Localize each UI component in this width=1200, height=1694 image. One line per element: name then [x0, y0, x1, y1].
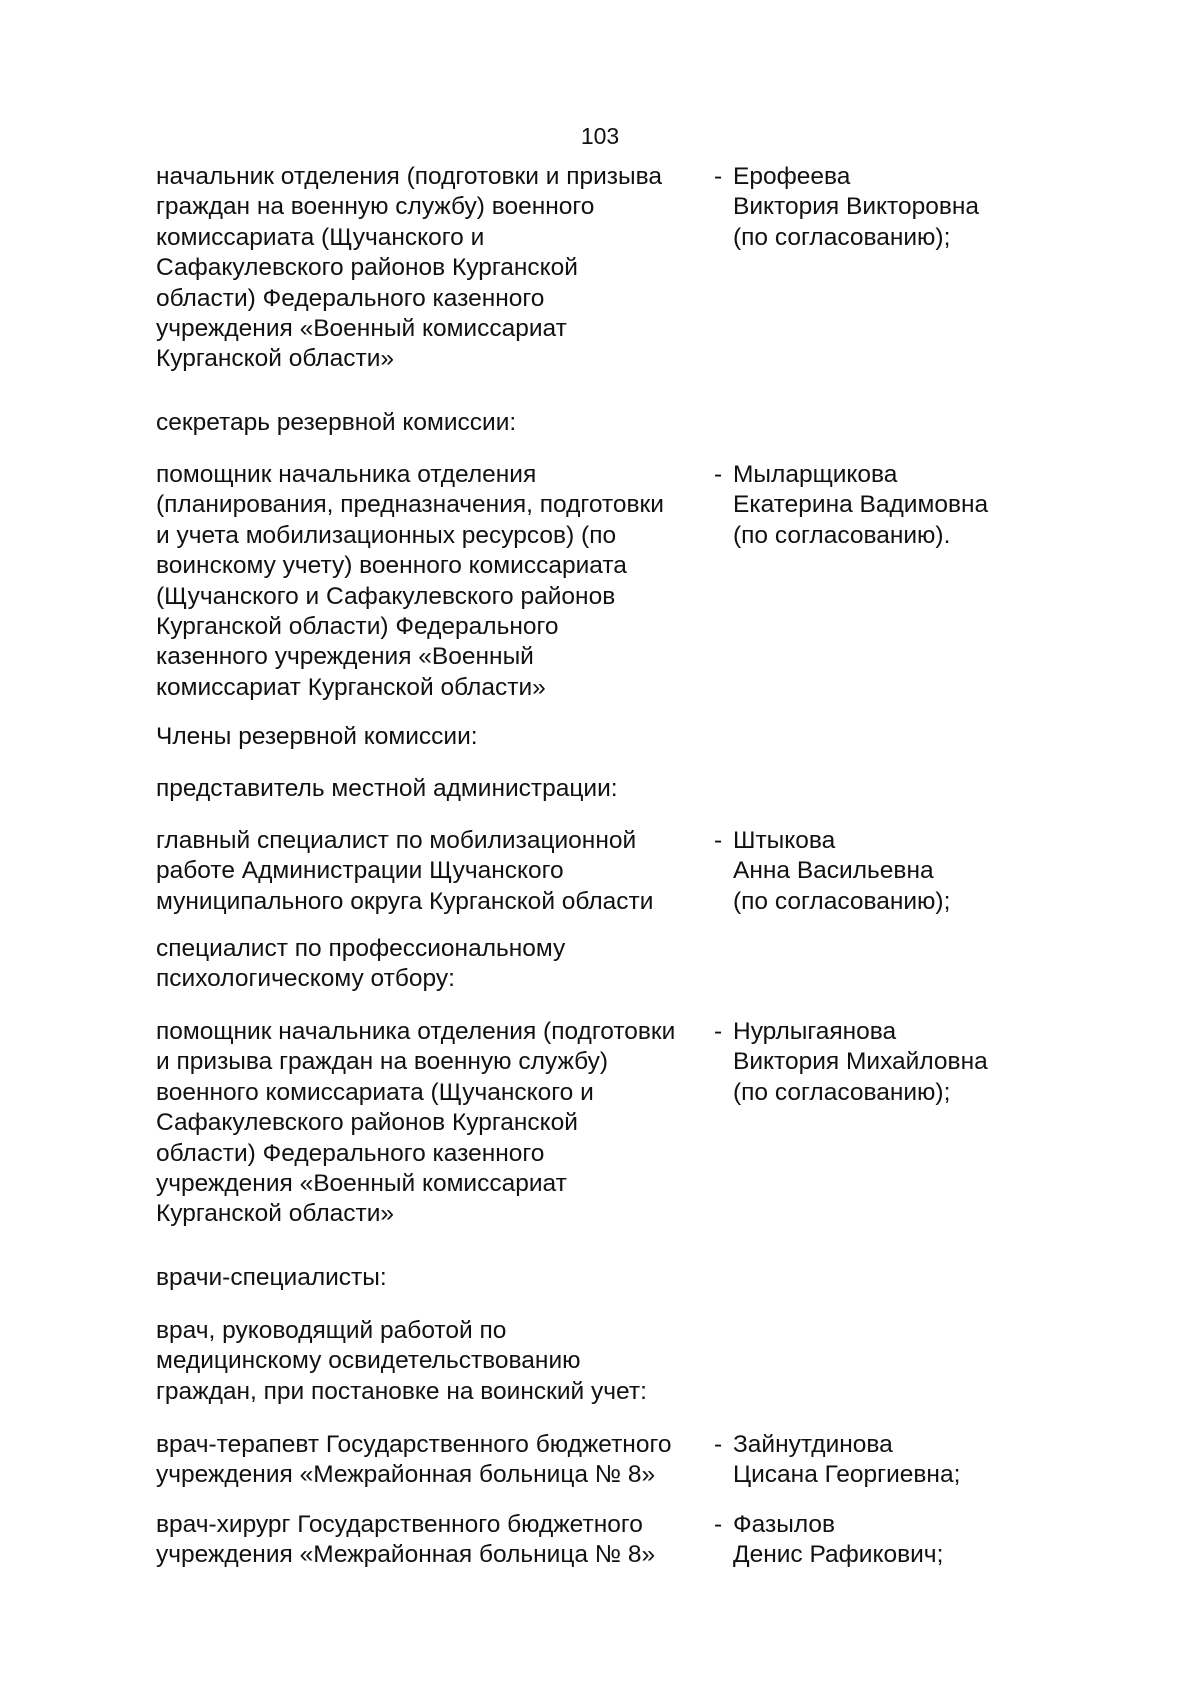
person-name: Нурлыгаянова Виктория Михайловна (по согласованию); [733, 1018, 988, 1106]
dash: - [714, 163, 723, 190]
member-entry [156, 1017, 1156, 1231]
dash: - [714, 827, 723, 854]
dash: - [714, 1018, 723, 1045]
person-name: Зайнутдинова Цисана Георгиевна; [733, 1431, 961, 1489]
position-text: главный специалист по мобилизационной работе Администрации Щучанского муниципального округа Курганской области [156, 827, 654, 915]
position-text: помощник начальника отделения (планирования, предназначения, подготовки и учета мобилизационных ресурсов) (по воинскому учету) военного комиссариата (Щучанского и Сафакулевского районов Курганской области) Федерального казенного учреждения «Военный комиссариат Курганской области» [156, 461, 664, 701]
heading-lead-doctor: врач, руководящий работой по медицинскому освидетельствованию граждан, при постановке на воинский учет: [156, 1317, 647, 1405]
heading-members: Члены резервной комиссии: [156, 723, 478, 750]
position-text: начальник отделения (подготовки и призыва граждан на военную службу) военного комиссариата (Щучанского и Сафакулевского районов Курганской области) Федерального казенного учреждения «Военный комиссариат Курганской области» [156, 163, 662, 373]
member-entry [156, 1430, 1156, 1492]
heading-local-admin: представитель местной администрации: [156, 775, 618, 802]
dash: - [714, 1431, 723, 1458]
person-name: Фазылов Денис Рафикович; [733, 1511, 944, 1569]
page-number: 103 [580, 123, 620, 149]
person-name: Ерофеева Виктория Викторовна (по согласованию); [733, 163, 979, 251]
member-entry [156, 162, 1156, 376]
member-entry [156, 826, 1156, 918]
person-name: Штыкова Анна Васильевна (по согласованию); [733, 827, 951, 915]
heading-psych: специалист по профессиональному психологическому отбору: [156, 935, 566, 993]
dash: - [714, 1511, 723, 1538]
position-text: врач-хирург Государственного бюджетного учреждения «Межрайонная больница № 8» [156, 1511, 656, 1569]
dash: - [714, 461, 723, 488]
person-name: Мыларщикова Екатерина Вадимовна (по согласованию). [733, 461, 989, 549]
position-text: врач-терапевт Государственного бюджетного учреждения «Межрайонная больница № 8» [156, 1431, 672, 1489]
member-entry [156, 460, 1156, 704]
position-text: помощник начальника отделения (подготовки и призыва граждан на военную службу) военного комиссариата (Щучанского и Сафакулевского районов Курганской области) Федерального казенного учреждения «Военный комиссариат Курганской области» [156, 1018, 676, 1228]
heading-secretary: секретарь резервной комиссии: [156, 409, 517, 436]
heading-doctors: врачи-специалисты: [156, 1264, 387, 1291]
member-entry [156, 1510, 1156, 1572]
